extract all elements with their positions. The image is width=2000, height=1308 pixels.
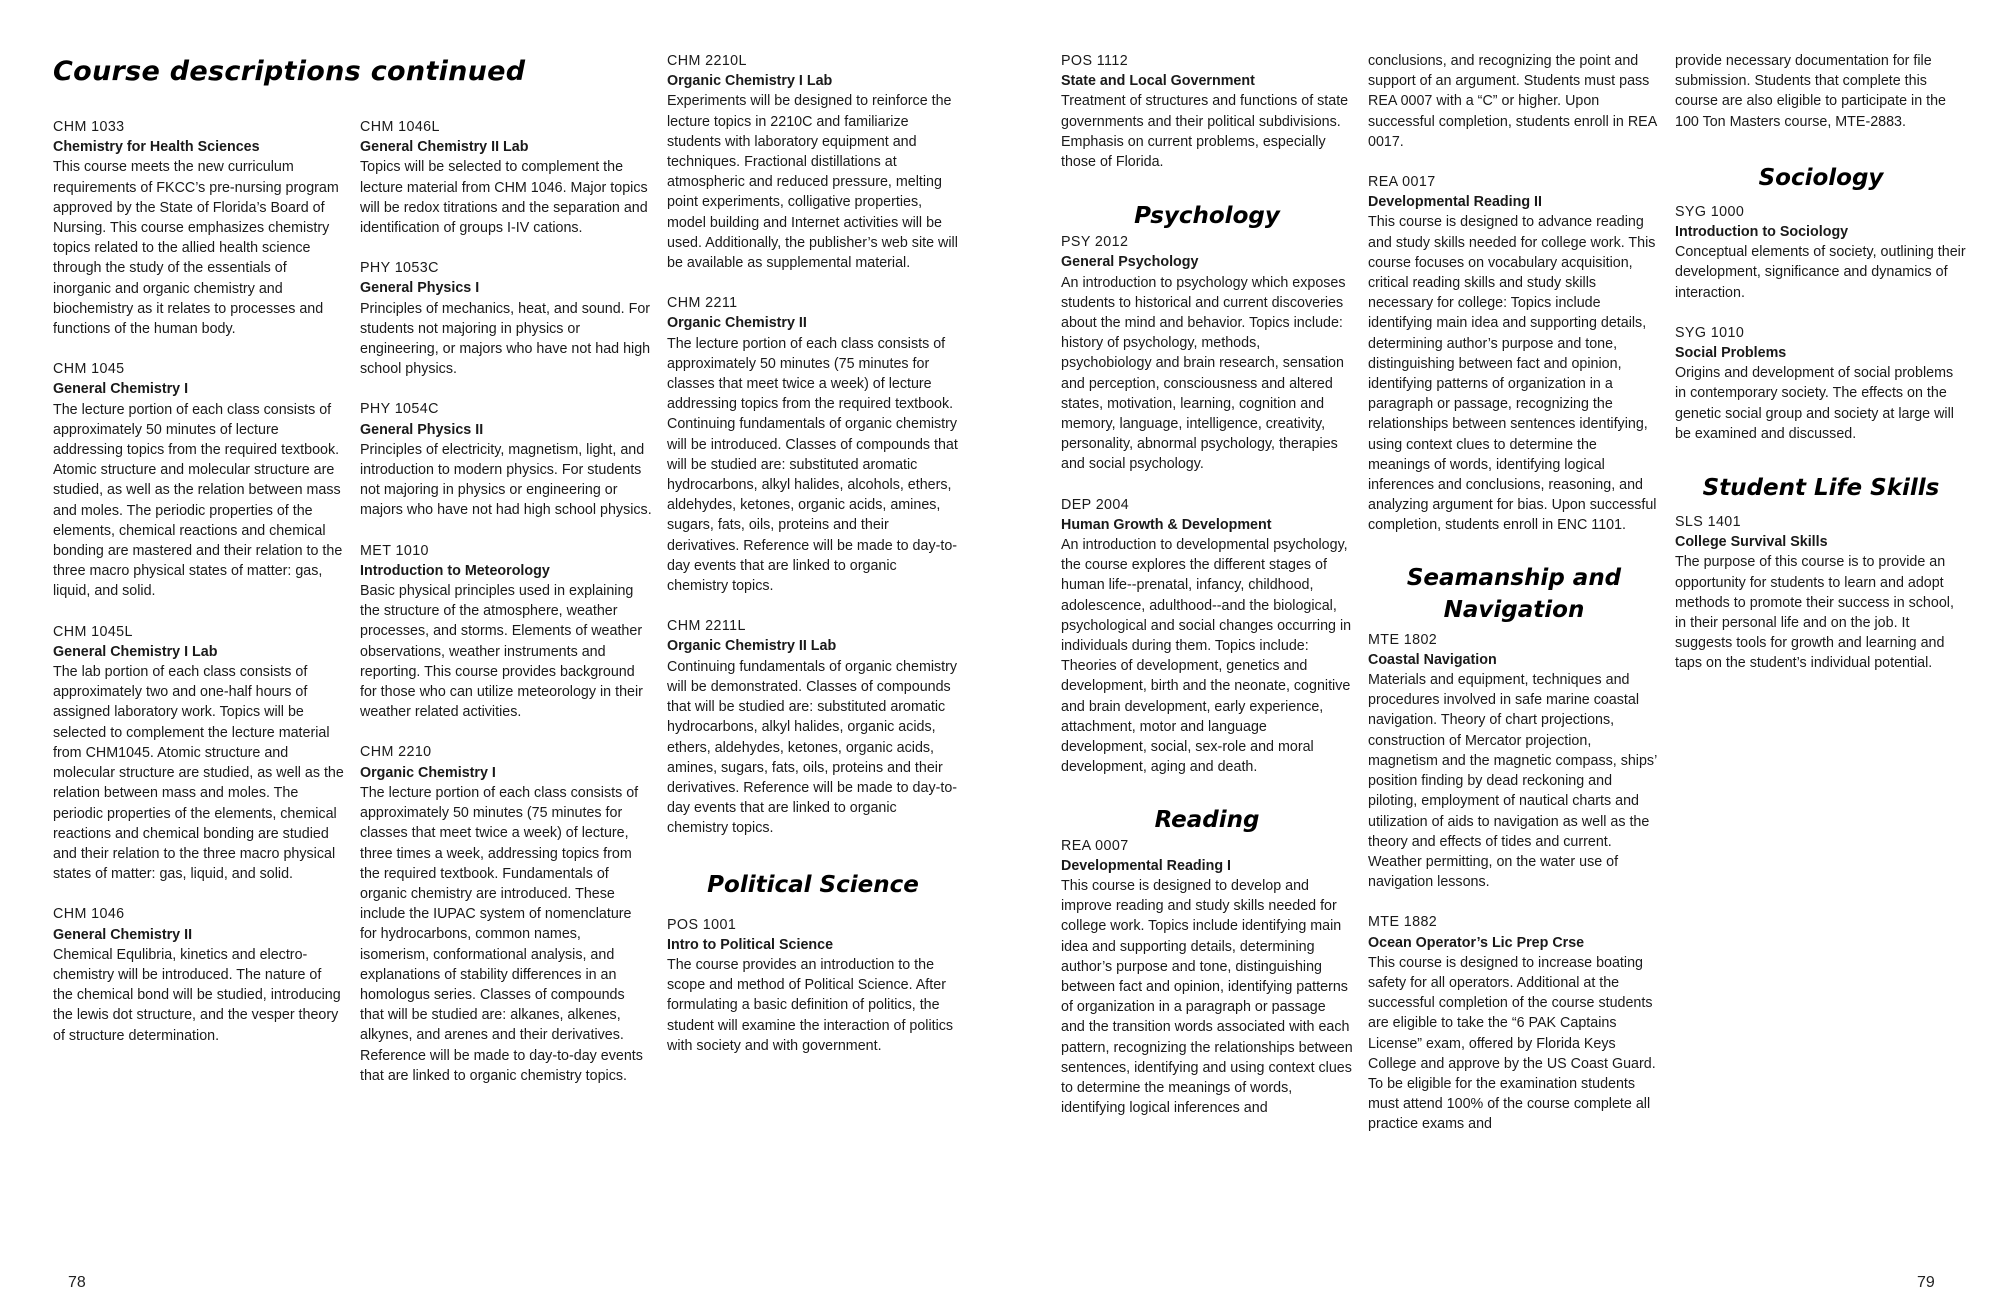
course-chm-1045 <box>53 359 345 601</box>
course-name: Coastal Navigation <box>1368 651 1497 668</box>
course-mte-1802 <box>1368 630 1660 893</box>
course-name: Organic Chemistry I <box>360 764 496 781</box>
course-rea-0007 <box>1061 836 1353 1119</box>
course-code: PHY 1053C <box>360 260 439 277</box>
course-code: CHM 1046L <box>360 119 440 135</box>
course-name: College Survival Skills <box>1675 534 1828 551</box>
course-description: Topics will be selected to complement the lecture material from CHM 1046. Major topics will be redox titrations and the separation and identification of groups I-IV cations. <box>360 159 648 237</box>
course-description: Treatment of structures and functions of state governments and their political subdivisions. Emphasis on current problems, especially those of Florida. <box>1061 93 1349 171</box>
course-code: CHM 2211L <box>667 618 746 635</box>
course-description: Experiments will be designed to reinforce the lecture topics in 2210C and familiarize students with laboratory equipment and techniques. Fractional distillations at atmospheric and reduced pressure, melting point experiments, colligative properties, model building and Internet activities will be used. Additionally, the publisher’s web site will be available as supplemental material. <box>667 93 958 272</box>
course-description: This course is designed to advance reading and study skills needed for college work. This course focuses on vocabulary acquisition, critical reading skills and study skills necessary for college: Topics include identifying main idea and supporting details, determining author’s purpose and tone, distinguishing between fact and opinion, identifying patterns of organization in a paragraph or passage, recognizing the relationships between sentences identifying, using context clues to determine the meanings of words, identifying logical inferences and conclusions, reasoning, and analyzing argument for bias. Upon successful completion, students enroll in ENC 1101. <box>1368 214 1657 534</box>
course-name: Introduction to Sociology <box>1675 224 1849 241</box>
column-4 <box>1061 51 1353 1118</box>
course-pos-1112 <box>1061 51 1353 172</box>
course-description: An introduction to developmental psychology, the course explores the different stages of human life--prenatal, infancy, childhood, adolescence, adulthood--and the biological, psychological and social changes occurring in individuals during them. Topics include: Theories of development, genetics and development, birth and the neonate, cognitive and brain development, early experience, attachment, motor and language development, social, sex-role and moral development, aging and death. <box>1061 537 1352 776</box>
course-met-1010 <box>360 541 652 723</box>
course-psy-2012 <box>1061 232 1353 474</box>
column-6 <box>1675 51 1967 674</box>
course-chm-1033 <box>53 117 345 339</box>
course-description: The purpose of this course is to provide an opportunity for students to learn and adopt methods to promote their success in school, in their personal life and on the job. It suggests tools for growth and learning and taps on the student’s individual potential. <box>1675 554 1954 672</box>
section-heading-reading: Reading <box>1154 806 1260 833</box>
course-description: The lecture portion of each class consists of approximately 50 minutes of lecture addressing topics from the required textbook. Atomic structure and molecular structure are studied, as well as the relation between mass and moles. The periodic properties of the elements, chemical reactions and chemical bonding are mastered and their relation to the three macro physical states of matter: gas, liquid, and solid. <box>53 401 343 600</box>
course-description: Basic physical principles used in explaining the structure of the atmosphere, weather processes, and storms. Elements of weather observations, weather instruments and reporting. This course provides background for those who can utilize meteorology in their weather related activities. <box>360 583 643 721</box>
course-description: Principles of electricity, magnetism, light, and introduction to modern physics. For students not majoring in physics or engineering or majors who have not had high school physics. <box>360 441 652 519</box>
course-description: An introduction to psychology which exposes students to historical and current discoveries about the mind and behavior. Topics include: history of psychology, methods, psychobiology and brain research, sensation and perception, consciousness and altered states, motivation, learning, cognition and memory, language, intelligence, creativity, personality, abnormal psychology, therapies and social psychology. <box>1061 274 1346 473</box>
course-name: General Chemistry I Lab <box>53 643 218 660</box>
course-name: Ocean Operator’s Lic Prep Crse <box>1368 934 1585 951</box>
course-name: Chemistry for Health Sciences <box>53 139 260 156</box>
course-code: CHM 2210 <box>360 744 432 761</box>
course-pos-1001 <box>667 915 959 1056</box>
course-name: Intro to Political Science <box>667 936 834 953</box>
course-dep-2004 <box>1061 495 1353 778</box>
course-description: The lecture portion of each class consists of approximately 50 minutes (75 minutes for classes that meet twice a week) of lecture, three times a week, addressing topics from the required textbook. Fundamentals of organic chemistry are introduced. These include the IUPAC system of nomenclature for hydrocarbons, common names, isomerism, conformational analysis, and explanations of stability differences in an homologus series. Classes of compounds that will be studied are: alkanes, alkenes, alkynes, and arenes and their derivatives. Reference will be made to day-to-day events that are linked to organic chemistry topics. <box>360 784 643 1084</box>
course-code: PSY 2012 <box>1061 234 1129 251</box>
course-sls-1401 <box>1675 512 1967 674</box>
course-chm-1046 <box>53 904 345 1045</box>
course-code: MTE 1802 <box>1368 631 1438 648</box>
course-name: Organic Chemistry II Lab <box>667 638 837 655</box>
course-chm-2210l <box>667 51 959 273</box>
course-code: CHM 2211 <box>667 295 738 312</box>
course-chm-1046l <box>360 117 652 238</box>
course-mte-1882 <box>1368 912 1660 1134</box>
course-description: This course is designed to develop and improve reading and study skills needed for college work. Topics include identifying main idea and supporting details, determining author’s purpose and tone, distinguishing between fact and opinion, identifying patterns of organization in a paragraph or passage and the transition words associated with each pattern, recognizing the relationships between sentences, identifying and using context clues to determine the meanings of words, identifying logical inferences and <box>1061 877 1353 1117</box>
course-code: SYG 1000 <box>1675 203 1745 220</box>
course-code: SYG 1010 <box>1675 324 1745 341</box>
course-name: General Chemistry I <box>53 381 189 398</box>
course-code: CHM 1045 <box>53 361 125 378</box>
course-name: State and Local Government <box>1061 73 1255 90</box>
section-heading-psychology: Psychology <box>1134 203 1280 230</box>
column-3 <box>667 51 959 1056</box>
course-name: Human Growth & Development <box>1061 516 1272 533</box>
course-name: Organic Chemistry I Lab <box>667 73 833 90</box>
page-number-left: 78 <box>68 1274 86 1291</box>
section-heading-seamanship-line2: Navigation <box>1443 596 1585 623</box>
course-description: Origins and development of social problems in contemporary society. The effects on the genetic social group and society at large will be examined and discussed. <box>1675 365 1954 442</box>
course-syg-1000 <box>1675 202 1967 303</box>
course-code: MET 1010 <box>360 542 429 559</box>
course-name: General Chemistry II <box>53 926 193 943</box>
course-description: The lab portion of each class consists of approximately two and one-half hours of assigned laboratory work. Topics will be selected to complement the lecture material from CHM1045. Atomic structure and molecular structure are studied, as well as the relation between mass and moles. The periodic properties of the elements, chemical reactions and chemical bonding are studied and their relation to the three macro physical states of matter: gas, liquid, and solid. <box>53 664 344 883</box>
course-name: Developmental Reading I <box>1061 857 1232 874</box>
continued-text: provide necessary documentation for file submission. Students that complete this course are also eligible to participate in the 100 Ton Masters course, MTE-2883. <box>1675 53 1947 130</box>
page-number-right: 79 <box>1917 1274 1935 1291</box>
course-code: MTE 1882 <box>1368 914 1438 931</box>
course-phy-1054c <box>360 399 652 520</box>
course-code: POS 1112 <box>1061 53 1129 69</box>
course-name: Organic Chemistry II <box>667 315 807 332</box>
course-name: Introduction to Meteorology <box>360 562 550 579</box>
course-name: Developmental Reading II <box>1368 194 1542 211</box>
course-code: DEP 2004 <box>1061 496 1130 513</box>
course-description: Principles of mechanics, heat, and sound. For students not majoring in physics or engineering, or majors who have not had high school physics. <box>360 300 651 378</box>
course-code: REA 0017 <box>1368 174 1436 191</box>
section-heading-student-life-skills: Student Life Skills <box>1702 475 1940 502</box>
continued-text: conclusions, and recognizing the point and support of an argument. Students must pass REA 0007 with a “C” or higher. Upon successful completion, students enroll in REA 0017. <box>1368 53 1657 150</box>
page-title: Course descriptions continued <box>53 56 526 87</box>
course-name: Social Problems <box>1675 345 1787 362</box>
section-heading-seamanship-line1: Seamanship and <box>1406 564 1622 591</box>
course-syg-1010 <box>1675 323 1967 444</box>
course-name: General Psychology <box>1061 254 1199 271</box>
column-5 <box>1368 51 1660 1135</box>
course-description: The course provides an introduction to the scope and method of Political Science. After formulating a basic definition of politics, the student will examine the interaction of politics with society and with government. <box>667 956 954 1054</box>
column-1 <box>53 117 345 1046</box>
course-chm-1045l <box>53 622 345 885</box>
course-name: General Physics I <box>360 280 480 297</box>
course-phy-1053c <box>360 258 652 379</box>
right-page <box>1000 0 2000 1308</box>
course-name: General Physics II <box>360 421 484 438</box>
course-code: POS 1001 <box>667 916 737 933</box>
course-description: This course meets the new curriculum requirements of FKCC’s pre-nursing program approved by the State of Florida’s Board of Nursing. This course emphasizes chemistry topics related to the allied health science through the study of the essentials of inorganic and organic chemistry and biochemistry as it relates to processes and functions of the human body. <box>53 159 339 338</box>
course-description: This course is designed to increase boating safety for all operators. Additional at the successful completion of the course students are eligible to take the “6 PAK Captains License” exam, offered by Florida Keys College and approve by the US Coast Guard. To be eligible for the examination students must attend 100% of the course complete all practice exams and <box>1368 954 1656 1133</box>
course-description: Conceptual elements of society, outlining their development, significance and dynamics of interaction. <box>1675 244 1966 301</box>
column-2 <box>360 117 652 1086</box>
section-heading-political-science: Political Science <box>707 871 919 898</box>
course-code: CHM 1046 <box>53 906 125 923</box>
course-code: SLS 1401 <box>1675 514 1742 531</box>
course-rea-0017 <box>1368 172 1660 536</box>
course-chm-2210 <box>360 742 652 1085</box>
section-heading-sociology: Sociology <box>1758 164 1884 191</box>
course-code: PHY 1054C <box>360 401 439 418</box>
course-code: CHM 1033 <box>53 119 125 135</box>
course-code: CHM 1045L <box>53 623 133 640</box>
course-chm-2211l <box>667 616 959 838</box>
course-code: REA 0007 <box>1061 837 1129 854</box>
course-name: General Chemistry II Lab <box>360 139 529 156</box>
course-description: Materials and equipment, techniques and procedures involved in safe marine coastal navigation. Theory of chart projections, construction of Mercator projection, magnetism and the magnetic compass, ships’ position finding by dead reckoning and piloting, employment of nautical charts and utilization of aids to navigation as well as the theory and effects of tides and current. Weather permitting, on the water use of navigation lessons. <box>1368 672 1657 891</box>
course-description: Continuing fundamentals of organic chemistry will be demonstrated. Classes of compounds that will be studied are: substituted aromatic hydrocarbons, alkyl halides, organic acids, ethers, aldehydes, ketones, organic acids, amines, sugars, fats, oils, proteins and their derivatives. Reference will be made to day-to-day events that are linked to organic chemistry topics. <box>667 658 958 837</box>
course-description: Chemical Equlibria, kinetics and electro-chemistry will be introduced. The nature of the chemical bond will be studied, introducing the lewis dot structure, and the vesper theory of structure determination. <box>53 946 341 1044</box>
course-code: CHM 2210L <box>667 53 747 69</box>
course-chm-2211 <box>667 293 959 596</box>
course-description: The lecture portion of each class consists of approximately 50 minutes (75 minutes for classes that meet twice a week) of lecture addressing topics from the required textbook. Continuing fundamentals of organic chemistry will be introduced. Classes of compounds that will be studied are: substituted aromatic hydrocarbons, alkyl halides, alcohols, ethers, aldehydes, ketones, organic acids, amines, sugars, fats, oils, proteins and their derivatives. Reference will be made to day-to-day events that are linked to organic chemistry topics. <box>667 335 958 595</box>
